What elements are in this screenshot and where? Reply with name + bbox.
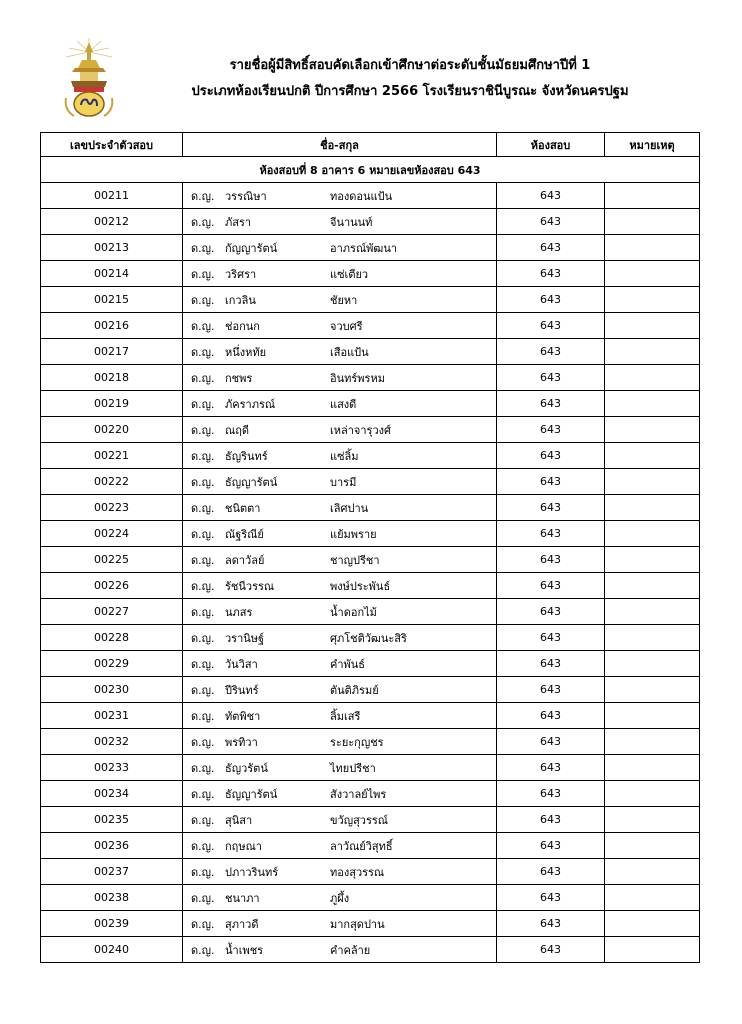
exam-room-cell: 643 [497,729,605,755]
table-row [41,885,700,911]
table-row [41,521,700,547]
remark-cell [605,261,700,287]
name-prefix: ด.ญ. [191,917,215,931]
student-name-cell [183,521,497,547]
exam-id-cell: 00223 [41,495,183,521]
last-name: แสงดี [330,397,357,411]
student-name-cell [183,729,497,755]
exam-room-cell: 643 [497,339,605,365]
remark-cell [605,365,700,391]
exam-room-cell: 643 [497,703,605,729]
remark-cell [605,313,700,339]
remark-cell [605,911,700,937]
table-row [41,781,700,807]
last-name: เสือแป้น [330,345,369,359]
first-name: ธัญญารัตน์ [225,475,278,489]
first-name: วริศรา [225,267,257,281]
name-prefix: ด.ญ. [191,891,215,905]
table-row [41,443,700,469]
remark-cell [605,443,700,469]
exam-id-cell: 00233 [41,755,183,781]
remark-cell [605,469,700,495]
table-row [41,833,700,859]
table-row [41,677,700,703]
student-name-cell [183,703,497,729]
first-name: หนึ่งหทัย [225,345,267,359]
exam-id-cell: 00235 [41,807,183,833]
exam-room-cell: 643 [497,833,605,859]
student-name-cell [183,677,497,703]
exam-id-cell: 00230 [41,677,183,703]
name-prefix: ด.ญ. [191,293,215,307]
remark-cell [605,625,700,651]
student-name-cell [183,313,497,339]
table-row [41,209,700,235]
table-row [41,469,700,495]
column-header-exam-id: เลขประจำตัวสอบ [41,133,183,157]
room-heading: ห้องสอบที่ 8 อาคาร 6 หมายเลขห้องสอบ 643 [41,157,700,183]
first-name: ธัญวรัตน์ [225,761,268,775]
first-name: ปภาวรินทร์ [225,865,279,879]
table-row [41,235,700,261]
last-name: เลิศปาน [330,501,369,515]
remark-cell [605,287,700,313]
exam-room-cell: 643 [497,521,605,547]
student-name-cell [183,417,497,443]
name-prefix: ด.ญ. [191,397,215,411]
last-name: คำพันธ์ [330,657,366,671]
remark-cell [605,677,700,703]
student-name-cell [183,495,497,521]
name-prefix: ด.ญ. [191,579,215,593]
exam-id-cell: 00229 [41,651,183,677]
exam-room-cell: 643 [497,469,605,495]
last-name: แซ่ลิ้ม [330,449,359,463]
remark-cell [605,885,700,911]
exam-id-cell: 00220 [41,417,183,443]
table-row [41,495,700,521]
name-prefix: ด.ญ. [191,605,215,619]
student-name-cell [183,625,497,651]
student-name-cell [183,261,497,287]
remark-cell [605,729,700,755]
name-prefix: ด.ญ. [191,527,215,541]
exam-room-cell: 643 [497,807,605,833]
first-name: ช่อกนก [225,319,260,333]
name-prefix: ด.ญ. [191,631,215,645]
first-name: พรทิวา [225,735,258,749]
student-name-cell [183,365,497,391]
first-name: ณฤดี [225,423,250,437]
last-name: ไทยปรีชา [330,761,376,775]
table-row [41,547,700,573]
exam-room-cell: 643 [497,755,605,781]
exam-room-cell: 643 [497,391,605,417]
student-name-cell [183,781,497,807]
name-prefix: ด.ญ. [191,839,215,853]
table-row [41,729,700,755]
first-name: ชนิตตา [225,501,261,515]
exam-room-cell: 643 [497,443,605,469]
remark-cell [605,183,700,209]
exam-id-cell: 00240 [41,937,183,963]
last-name: ตันติภิรมย์ [330,683,379,697]
first-name: ปีรินทร์ [225,683,259,697]
first-name: ภัคราภรณ์ [225,397,276,411]
last-name: จวบศรี [330,319,363,333]
last-name: บารมี [330,475,357,489]
student-name-cell [183,547,497,573]
exam-room-cell: 643 [497,651,605,677]
column-header-name: ชื่อ-สกุล [183,133,497,157]
name-prefix: ด.ญ. [191,371,215,385]
student-name-cell [183,573,497,599]
student-name-cell [183,235,497,261]
table-row [41,573,700,599]
first-name: สุนิสา [225,813,253,827]
last-name: ระยะกุญชร [330,735,384,749]
first-name: ภัสรา [225,215,252,229]
exam-id-cell: 00213 [41,235,183,261]
exam-room-cell: 643 [497,547,605,573]
table-row [41,937,700,963]
exam-room-cell: 643 [497,365,605,391]
exam-id-cell: 00219 [41,391,183,417]
exam-room-cell: 643 [497,937,605,963]
name-prefix: ด.ญ. [191,319,215,333]
last-name: แซ่เตียว [330,267,369,281]
last-name: สังวาลย์ไพร [330,787,387,801]
first-name: กัญญารัตน์ [225,241,278,255]
student-name-cell [183,287,497,313]
last-name: น้ำดอกไม้ [330,605,377,619]
exam-room-cell: 643 [497,235,605,261]
remark-cell [605,547,700,573]
first-name: ชนาภา [225,891,260,905]
page-title: รายชื่อผู้มีสิทธิ์สอบคัดเลือกเข้าศึกษาต่อระดับชั้นมัธยมศึกษาปีที่ 1 [229,58,591,73]
name-prefix: ด.ญ. [191,345,215,359]
student-name-cell [183,859,497,885]
exam-id-cell: 00231 [41,703,183,729]
exam-id-cell: 00226 [41,573,183,599]
name-prefix: ด.ญ. [191,709,215,723]
exam-room-cell: 643 [497,885,605,911]
student-name-cell [183,339,497,365]
table-row [41,599,700,625]
name-prefix: ด.ญ. [191,657,215,671]
remark-cell [605,755,700,781]
last-name: ชัยหา [330,293,358,307]
first-name: วรรณิษา [225,189,267,203]
exam-id-cell: 00234 [41,781,183,807]
first-name: วันวิสา [225,657,258,671]
exam-id-cell: 00236 [41,833,183,859]
name-prefix: ด.ญ. [191,683,215,697]
table-row [41,313,700,339]
last-name: อาภรณ์พัฒนา [330,241,398,255]
table-row [41,859,700,885]
remark-cell [605,235,700,261]
school-emblem-logo [60,38,118,120]
candidate-table [40,132,700,963]
last-name: แย้มพราย [330,527,377,541]
student-name-cell [183,833,497,859]
name-prefix: ด.ญ. [191,943,215,957]
table-row [41,651,700,677]
last-name: มากสุดปาน [330,917,385,931]
exam-id-cell: 00211 [41,183,183,209]
remark-cell [605,859,700,885]
student-name-cell [183,937,497,963]
exam-room-cell: 643 [497,781,605,807]
exam-id-cell: 00224 [41,521,183,547]
exam-room-cell: 643 [497,495,605,521]
student-name-cell [183,443,497,469]
student-name-cell [183,183,497,209]
exam-id-cell: 00221 [41,443,183,469]
name-prefix: ด.ญ. [191,735,215,749]
name-prefix: ด.ญ. [191,761,215,775]
exam-room-cell: 643 [497,209,605,235]
column-header-exam-room: ห้องสอบ [497,133,605,157]
student-name-cell [183,651,497,677]
student-name-cell [183,599,497,625]
exam-room-cell: 643 [497,313,605,339]
exam-id-cell: 00214 [41,261,183,287]
first-name: วรานิษฐ์ [225,631,265,645]
last-name: ชาญปรีชา [330,553,380,567]
exam-room-cell: 643 [497,911,605,937]
name-prefix: ด.ญ. [191,241,215,255]
remark-cell [605,703,700,729]
exam-id-cell: 00215 [41,287,183,313]
table-row [41,287,700,313]
table-row [41,911,700,937]
first-name: เกวลิน [225,293,256,307]
name-prefix: ด.ญ. [191,423,215,437]
exam-room-cell: 643 [497,183,605,209]
table-row [41,755,700,781]
table-row [41,625,700,651]
first-name: นภสร [225,605,253,619]
table-row [41,807,700,833]
last-name: ทองดอนแป้น [330,189,393,203]
last-name: ลิ้มเสรี [330,709,361,723]
remark-cell [605,937,700,963]
exam-id-cell: 00228 [41,625,183,651]
remark-cell [605,833,700,859]
exam-id-cell: 00217 [41,339,183,365]
exam-room-cell: 643 [497,417,605,443]
column-header-remark: หมายเหตุ [605,133,700,157]
last-name: ลาวัณย์วิสุทธิ์ [330,839,393,853]
first-name: สุภาวดี [225,917,259,931]
exam-id-cell: 00212 [41,209,183,235]
table-row [41,339,700,365]
last-name: ทองสุวรรณ [330,865,385,879]
exam-id-cell: 00225 [41,547,183,573]
remark-cell [605,599,700,625]
remark-cell [605,339,700,365]
name-prefix: ด.ญ. [191,787,215,801]
room-heading-row [41,157,700,183]
remark-cell [605,521,700,547]
student-name-cell [183,911,497,937]
exam-id-cell: 00239 [41,911,183,937]
remark-cell [605,807,700,833]
student-name-cell [183,209,497,235]
name-prefix: ด.ญ. [191,501,215,515]
student-name-cell [183,755,497,781]
last-name: จีนานนท์ [330,215,373,229]
exam-room-cell: 643 [497,599,605,625]
name-prefix: ด.ญ. [191,189,215,203]
last-name: เหล่าจารุวงศ์ [330,423,391,437]
remark-cell [605,495,700,521]
remark-cell [605,417,700,443]
exam-room-cell: 643 [497,573,605,599]
table-row [41,417,700,443]
remark-cell [605,391,700,417]
last-name: ภูผึ้ง [330,891,350,905]
exam-room-cell: 643 [497,261,605,287]
name-prefix: ด.ญ. [191,813,215,827]
name-prefix: ด.ญ. [191,553,215,567]
last-name: อินทร์พรหม [330,371,385,385]
first-name: ทัตพิชา [225,709,261,723]
first-name: ธัญรินทร์ [225,449,268,463]
exam-id-cell: 00227 [41,599,183,625]
remark-cell [605,651,700,677]
remark-cell [605,573,700,599]
last-name: ศุภโชติวัฒนะสิริ [330,631,407,645]
exam-id-cell: 00232 [41,729,183,755]
table-row [41,365,700,391]
page-subtitle: ประเภทห้องเรียนปกติ ปีการศึกษา 2566 โรงเรียนราชินีบูรณะ จังหวัดนครปฐม [191,84,629,99]
last-name: คำคล้าย [330,943,371,957]
name-prefix: ด.ญ. [191,215,215,229]
exam-id-cell: 00216 [41,313,183,339]
table-header-row [41,133,700,157]
name-prefix: ด.ญ. [191,267,215,281]
remark-cell [605,209,700,235]
student-name-cell [183,391,497,417]
student-name-cell [183,885,497,911]
first-name: ลดาวัลย์ [225,553,265,567]
table-row [41,183,700,209]
exam-id-cell: 00238 [41,885,183,911]
exam-id-cell: 00222 [41,469,183,495]
table-row [41,261,700,287]
exam-room-cell: 643 [497,859,605,885]
exam-id-cell: 00218 [41,365,183,391]
first-name: รัชนีวรรณ [225,579,275,593]
last-name: ขวัญสุวรรณ์ [330,813,388,827]
last-name: พงษ์ประพันธ์ [330,579,391,593]
first-name: น้ำเพชร [225,943,264,957]
student-name-cell [183,469,497,495]
first-name: กฤษณา [225,839,262,853]
first-name: กชพร [225,371,253,385]
name-prefix: ด.ญ. [191,475,215,489]
exam-room-cell: 643 [497,287,605,313]
name-prefix: ด.ญ. [191,449,215,463]
name-prefix: ด.ญ. [191,865,215,879]
first-name: ณัฐริณีย์ [225,527,264,541]
first-name: ธัญญารัตน์ [225,787,278,801]
student-name-cell [183,807,497,833]
exam-room-cell: 643 [497,677,605,703]
table-row [41,703,700,729]
exam-room-cell: 643 [497,625,605,651]
exam-id-cell: 00237 [41,859,183,885]
remark-cell [605,781,700,807]
table-row [41,391,700,417]
